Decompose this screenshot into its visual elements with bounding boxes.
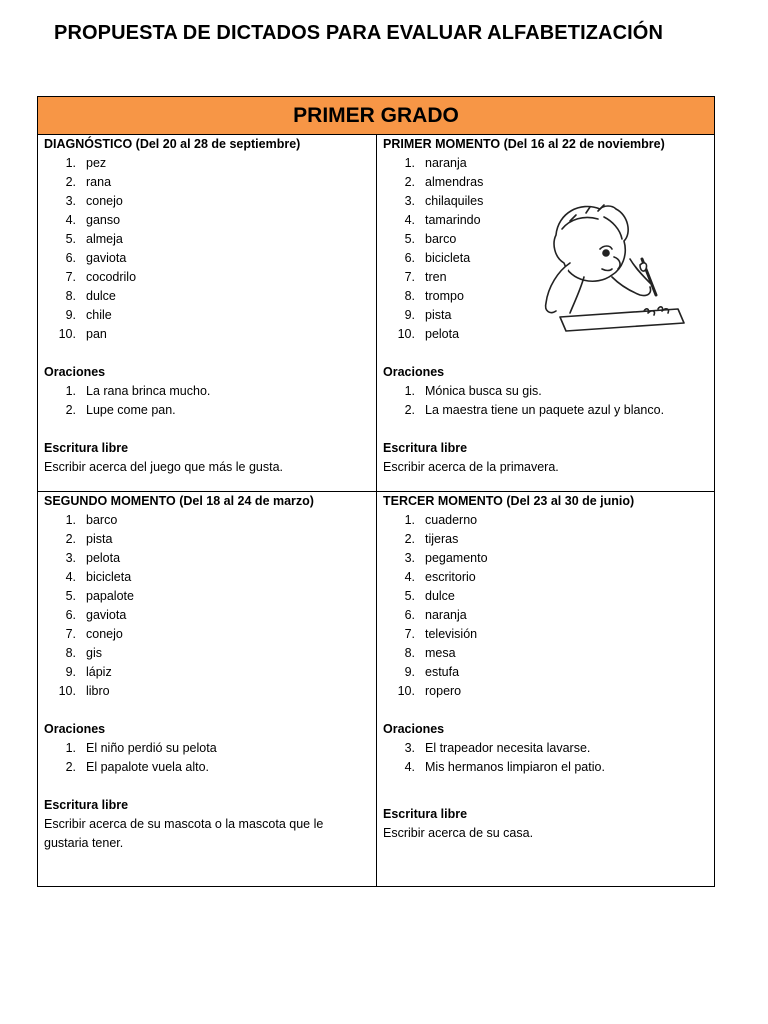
- sentence-text: La rana brinca mucho.: [86, 384, 211, 398]
- sentence-text: Mónica busca su gis.: [425, 384, 542, 398]
- sentences-label: Oraciones: [44, 722, 106, 736]
- word-item: [44, 663, 370, 682]
- word-list: [44, 154, 370, 344]
- word-text: conejo: [86, 194, 123, 208]
- word-text: naranja: [425, 156, 467, 170]
- word-number: 9.: [404, 308, 415, 322]
- free-writing-label: Escritura libre: [44, 441, 129, 455]
- word-text: pan: [86, 327, 107, 341]
- word-item: [383, 511, 708, 530]
- sentence-item: [383, 401, 708, 420]
- cell-diagnostico: [38, 135, 377, 492]
- word-number: 5.: [65, 232, 76, 246]
- word-text: almendras: [425, 175, 484, 189]
- word-text: pelota: [425, 327, 460, 341]
- word-text: pista: [425, 308, 452, 322]
- word-number: 5.: [404, 589, 415, 603]
- word-number: 2.: [65, 532, 76, 546]
- word-text: cuaderno: [425, 513, 478, 527]
- word-text: cocodrilo: [86, 270, 137, 284]
- word-number: 7.: [404, 627, 415, 641]
- cell-heading: TERCER MOMENTO (Del 23 al 30 de junio): [383, 494, 635, 508]
- word-number: 9.: [65, 308, 76, 322]
- word-text: tijeras: [425, 532, 459, 546]
- word-number: 1.: [404, 513, 415, 527]
- sentence-item: [44, 401, 370, 420]
- word-number: 3.: [65, 194, 76, 208]
- word-item: [383, 587, 708, 606]
- sentence-item: [383, 758, 708, 777]
- free-writing-text: Escribir acerca del juego que más le gusta.: [44, 460, 284, 474]
- sentence-number: 3.: [404, 741, 415, 755]
- word-number: 2.: [65, 175, 76, 189]
- word-list: [44, 511, 370, 701]
- word-item: [44, 325, 370, 344]
- word-item: [44, 606, 370, 625]
- word-number: 3.: [65, 551, 76, 565]
- word-item: [383, 173, 708, 192]
- word-text: papalote: [86, 589, 134, 603]
- word-number: 5.: [404, 232, 415, 246]
- word-item: [44, 192, 370, 211]
- cell-tercer-momento: [377, 492, 714, 886]
- word-item: [44, 268, 370, 287]
- word-text: naranja: [425, 608, 467, 622]
- word-item: [44, 682, 370, 701]
- word-text: conejo: [86, 627, 123, 641]
- word-item: [44, 287, 370, 306]
- sentence-number: 1.: [65, 384, 76, 398]
- word-text: gaviota: [86, 251, 127, 265]
- sentence-item: [44, 382, 370, 401]
- word-text: dulce: [425, 589, 455, 603]
- word-item: [44, 568, 370, 587]
- word-text: dulce: [86, 289, 116, 303]
- word-number: 6.: [404, 251, 415, 265]
- word-text: chilaquiles: [425, 194, 484, 208]
- free-writing-label: Escritura libre: [383, 807, 468, 821]
- word-item: [44, 644, 370, 663]
- word-text: pegamento: [425, 551, 488, 565]
- word-item: [44, 211, 370, 230]
- word-item: [383, 568, 708, 587]
- word-item: [44, 511, 370, 530]
- word-item: [383, 625, 708, 644]
- word-text: estufa: [425, 665, 460, 679]
- word-number: 7.: [404, 270, 415, 284]
- free-writing-label: Escritura libre: [44, 798, 129, 812]
- word-text: escritorio: [425, 570, 476, 584]
- sentence-text: El niño perdió su pelota: [86, 741, 217, 755]
- word-text: ropero: [425, 684, 462, 698]
- sentence-number: 2.: [65, 403, 76, 417]
- word-text: tren: [425, 270, 447, 284]
- word-item: [44, 549, 370, 568]
- word-text: pez: [86, 156, 107, 170]
- word-text: barco: [86, 513, 118, 527]
- sentences-label: Oraciones: [44, 365, 106, 379]
- word-number: 6.: [65, 608, 76, 622]
- word-item: [383, 154, 708, 173]
- word-item: [383, 663, 708, 682]
- word-item: [383, 606, 708, 625]
- word-number: 1.: [404, 156, 415, 170]
- word-text: gis: [86, 646, 102, 660]
- word-text: bicicleta: [425, 251, 471, 265]
- sentence-text: Mis hermanos limpiaron el patio.: [425, 760, 605, 774]
- word-number: 7.: [65, 627, 76, 641]
- sentence-number: 1.: [404, 384, 415, 398]
- sentence-list: [44, 739, 370, 777]
- sentence-text: El papalote vuela alto.: [86, 760, 210, 774]
- grade-header: PRIMER GRADO: [38, 97, 714, 135]
- word-number: 3.: [404, 194, 415, 208]
- word-number: 6.: [404, 608, 415, 622]
- cell-heading: DIAGNÓSTICO (Del 20 al 28 de septiembre): [44, 137, 301, 151]
- word-number: 4.: [404, 570, 415, 584]
- word-text: almeja: [86, 232, 123, 246]
- word-number: 1.: [65, 156, 76, 170]
- word-text: tamarindo: [425, 213, 481, 227]
- cell-segundo-momento: [38, 492, 377, 886]
- sentence-number: 1.: [65, 741, 76, 755]
- word-item: [44, 306, 370, 325]
- word-text: ganso: [86, 213, 121, 227]
- word-text: chile: [86, 308, 112, 322]
- word-item: [383, 549, 708, 568]
- sentence-text: Lupe come pan.: [86, 403, 176, 417]
- word-item: [44, 530, 370, 549]
- word-number: 8.: [404, 289, 415, 303]
- cell-heading: PRIMER MOMENTO (Del 16 al 22 de noviembre): [383, 137, 665, 151]
- word-number: 9.: [65, 665, 76, 679]
- sentence-list: [383, 739, 708, 777]
- child-writing-illustration: [540, 199, 686, 333]
- sentences-label: Oraciones: [383, 722, 445, 736]
- word-number: 4.: [404, 213, 415, 227]
- word-item: [383, 530, 708, 549]
- word-item: [383, 644, 708, 663]
- free-writing-text: Escribir acerca de su casa.: [383, 826, 534, 840]
- free-writing-text: Escribir acerca de la primavera.: [383, 460, 559, 474]
- word-text: bicicleta: [86, 570, 132, 584]
- word-text: gaviota: [86, 608, 127, 622]
- cell-heading: SEGUNDO MOMENTO (Del 18 al 24 de marzo): [44, 494, 314, 508]
- word-item: [44, 154, 370, 173]
- free-writing-text: Escribir acerca de su mascota o la mascota que le gustaria tener.: [44, 817, 324, 850]
- word-number: 10.: [58, 327, 76, 341]
- word-number: 10.: [397, 684, 415, 698]
- word-item: [44, 587, 370, 606]
- word-item: [44, 173, 370, 192]
- word-text: pelota: [86, 551, 121, 565]
- word-number: 8.: [65, 646, 76, 660]
- word-list: [383, 511, 708, 701]
- sentence-number: 2.: [404, 403, 415, 417]
- word-number: 3.: [404, 551, 415, 565]
- sentence-list: [44, 382, 370, 420]
- word-text: rana: [86, 175, 112, 189]
- sentence-item: [44, 739, 370, 758]
- word-number: 8.: [404, 646, 415, 660]
- word-number: 10.: [58, 684, 76, 698]
- sentence-item: [44, 758, 370, 777]
- word-text: libro: [86, 684, 110, 698]
- sentence-text: El trapeador necesita lavarse.: [425, 741, 591, 755]
- free-writing-label: Escritura libre: [383, 441, 468, 455]
- word-item: [44, 249, 370, 268]
- sentence-item: [383, 382, 708, 401]
- word-item: [44, 625, 370, 644]
- sentence-text: La maestra tiene un paquete azul y blanco.: [425, 403, 665, 417]
- word-number: 4.: [65, 213, 76, 227]
- sentence-list: [383, 382, 708, 420]
- sentences-label: Oraciones: [383, 365, 445, 379]
- word-number: 7.: [65, 270, 76, 284]
- word-text: mesa: [425, 646, 456, 660]
- word-number: 8.: [65, 289, 76, 303]
- word-number: 4.: [65, 570, 76, 584]
- word-item: [383, 682, 708, 701]
- word-text: televisión: [425, 627, 478, 641]
- word-text: trompo: [425, 289, 464, 303]
- word-number: 2.: [404, 532, 415, 546]
- sentence-number: 2.: [65, 760, 76, 774]
- word-number: 2.: [404, 175, 415, 189]
- sentence-number: 4.: [404, 760, 415, 774]
- word-item: [44, 230, 370, 249]
- word-number: 10.: [397, 327, 415, 341]
- sentence-item: [383, 739, 708, 758]
- document-title: PROPUESTA DE DICTADOS PARA EVALUAR ALFABETIZACIÓN: [54, 22, 663, 44]
- word-number: 5.: [65, 589, 76, 603]
- word-text: lápiz: [86, 665, 112, 679]
- word-text: pista: [86, 532, 113, 546]
- word-number: 9.: [404, 665, 415, 679]
- word-number: 1.: [65, 513, 76, 527]
- word-number: 6.: [65, 251, 76, 265]
- word-text: barco: [425, 232, 457, 246]
